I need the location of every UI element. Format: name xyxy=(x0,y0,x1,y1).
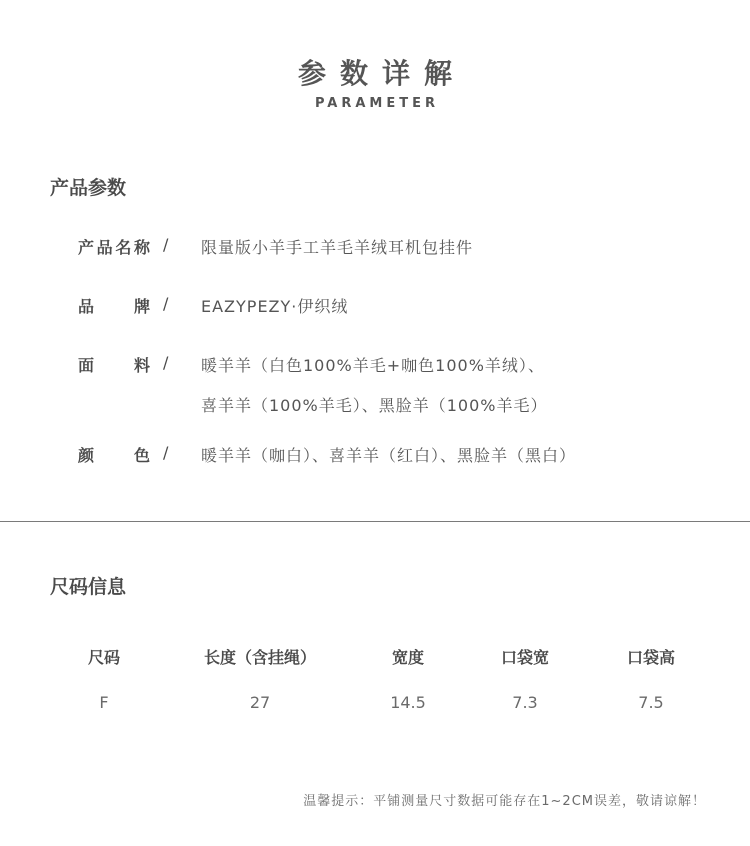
table-header-pocket-width: 口袋宽 xyxy=(500,648,549,667)
table-header-length: 长度（含挂绳） xyxy=(203,648,316,667)
param-label-color: 颜色 xyxy=(78,446,150,465)
table-cell-pocket-width: 7.3 xyxy=(512,693,538,712)
param-value-name: 限量版小羊手工羊毛羊绒耳机包挂件 xyxy=(201,238,474,257)
param-slash: / xyxy=(163,235,169,254)
param-value-material-line1: 暖羊羊（白色100%羊毛+咖色100%羊绒）、 xyxy=(201,356,545,375)
section-title-size-info: 尺码信息 xyxy=(50,576,127,598)
page-subtitle: PARAMETER xyxy=(314,96,440,111)
table-header-pocket-height: 口袋高 xyxy=(626,648,675,667)
param-slash: / xyxy=(163,294,169,313)
param-value-color: 暖羊羊（咖白）、喜羊羊（红白）、黑脸羊（黑白） xyxy=(201,446,577,465)
param-slash: / xyxy=(163,353,169,372)
section-title-product-params: 产品参数 xyxy=(50,177,127,199)
param-slash: / xyxy=(163,443,169,462)
section-divider xyxy=(0,521,750,522)
table-header-size: 尺码 xyxy=(87,648,120,667)
table-header-width: 宽度 xyxy=(391,648,424,667)
param-label-material: 面料 xyxy=(78,356,150,375)
param-value-brand: EAZYPEZY·伊织绒 xyxy=(201,297,349,316)
measurement-note: 温馨提示：平铺测量尺寸数据可能存在1~2CM误差，敬请谅解！ xyxy=(303,794,706,809)
param-label-brand: 品牌 xyxy=(78,297,150,316)
page-title: 参数详解 xyxy=(297,57,466,90)
table-cell-pocket-height: 7.5 xyxy=(638,693,664,712)
param-value-material-line2: 喜羊羊（100%羊毛）、黑脸羊（100%羊毛） xyxy=(201,396,548,415)
table-cell-length: 27 xyxy=(249,693,271,712)
table-cell-width: 14.5 xyxy=(390,693,426,712)
param-label-name: 产品名称 xyxy=(78,238,150,257)
table-cell-size: F xyxy=(99,693,109,712)
